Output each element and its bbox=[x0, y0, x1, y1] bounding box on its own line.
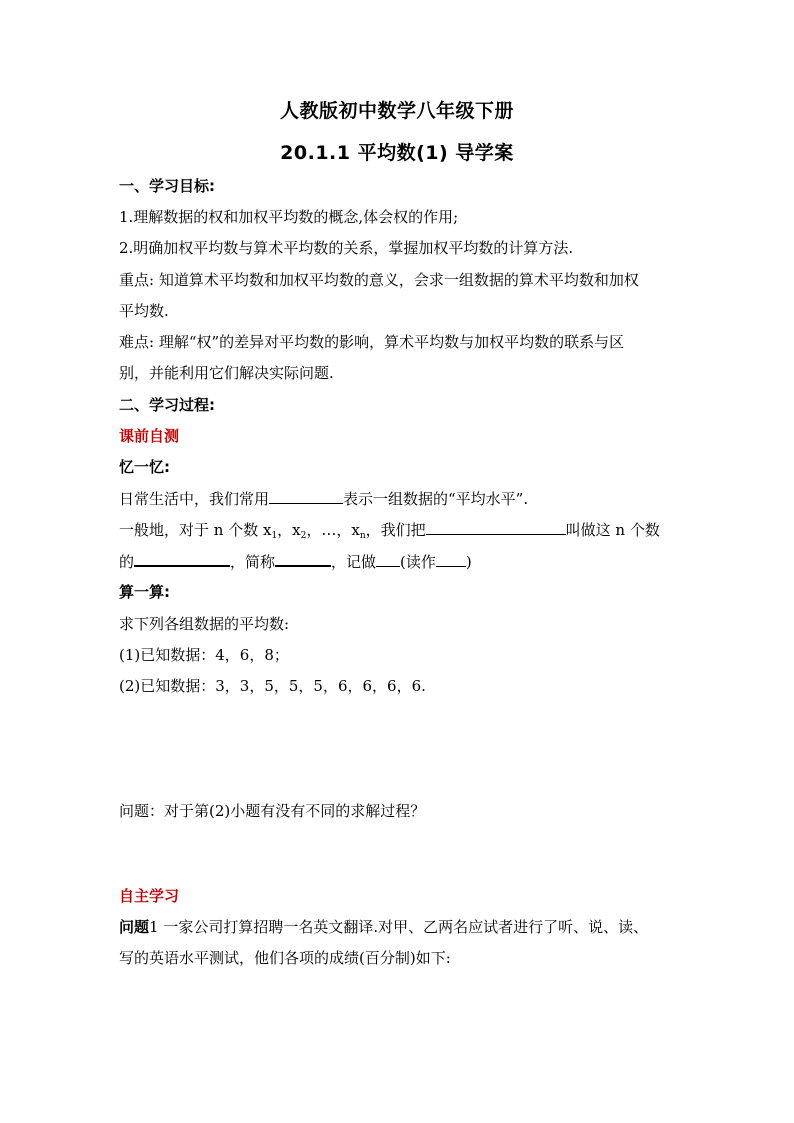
question-line: 问题：对于第(2)小题有没有不同的求解过程？ bbox=[119, 802, 426, 820]
recall-line3-text-d: (读作 bbox=[400, 553, 436, 571]
recall-line3 bbox=[119, 551, 689, 572]
pretest-heading: 课前自测 bbox=[119, 427, 180, 445]
calc-item-1: (1)已知数据：4，6，8； bbox=[119, 646, 289, 664]
recall-line2 bbox=[119, 520, 689, 546]
problem1-line2: 写的英语水平测试，他们各项的成绩(百分制)如下: bbox=[119, 949, 451, 967]
recall-line2-text-d: ，我们把 bbox=[365, 521, 426, 539]
blank-reading[interactable] bbox=[436, 552, 466, 567]
recall-line3-text-b: ，简称 bbox=[230, 553, 276, 571]
recall-line1-text-b: 表示一组数据的“平均水平”. bbox=[343, 490, 529, 508]
blank-notation[interactable] bbox=[376, 552, 400, 567]
recall-line1 bbox=[119, 489, 689, 509]
section2-heading: 二、学习过程: bbox=[119, 396, 215, 414]
recall-line2-text-a: 一般地，对于 n 个数 x bbox=[119, 521, 272, 539]
sub-n: n bbox=[359, 531, 366, 541]
recall-line1-text-a: 日常生活中，我们常用 bbox=[119, 490, 270, 508]
key-point-line1: 重点: 知道算术平均数和加权平均数的意义，会求一组数据的算术平均数和加权 bbox=[119, 271, 639, 289]
calc-item-2: (2)已知数据：3，3，5，5，5，6，6，6，6. bbox=[119, 677, 426, 695]
recall-line2-text-b: ，x bbox=[277, 521, 301, 539]
recall-line2-text-e: 叫做这 n 个数 bbox=[565, 521, 660, 539]
calc-heading: 算一算: bbox=[119, 583, 170, 601]
goal-2: 2.明确加权平均数与算术平均数的关系，掌握加权平均数的计算方法. bbox=[119, 239, 574, 257]
difficulty-line2: 别，并能利用它们解决实际问题. bbox=[119, 364, 334, 382]
problem1-label: 问题 bbox=[119, 918, 150, 936]
recall-line3-text-a: 的 bbox=[119, 553, 135, 571]
sub-1: 1 bbox=[271, 531, 278, 541]
goal-1: 1.理解数据的权和加权平均数的概念,体会权的作用; bbox=[119, 208, 459, 226]
blank-short-name[interactable] bbox=[275, 551, 331, 567]
self-study-heading: 自主学习 bbox=[119, 887, 180, 905]
section1-heading: 一、学习目标: bbox=[119, 177, 215, 195]
recall-line3-text-e: ) bbox=[465, 553, 472, 571]
doc-subtitle: 20.1.1 平均数(1) 导学案 bbox=[280, 142, 514, 164]
calc-intro: 求下列各组数据的平均数: bbox=[119, 615, 290, 633]
recall-heading: 忆一忆: bbox=[119, 458, 170, 476]
recall-line2-text-c: ，…，x bbox=[306, 521, 360, 539]
blank-formula[interactable] bbox=[426, 520, 566, 535]
key-point-line2: 平均数. bbox=[119, 302, 169, 320]
difficulty-line1: 难点: 理解“权”的差异对平均数的影响，算术平均数与加权平均数的联系与区 bbox=[119, 333, 625, 351]
blank-full-name[interactable] bbox=[134, 551, 230, 567]
recall-line3-text-c: ，记做 bbox=[331, 553, 377, 571]
doc-title: 人教版初中数学八年级下册 bbox=[279, 100, 514, 122]
problem1-text: 1 一家公司打算招聘一名英文翻译.对甲、乙两名应试者进行了听、说、读、 bbox=[149, 918, 649, 936]
problem1-line1 bbox=[119, 917, 689, 937]
blank-average-term[interactable] bbox=[269, 489, 343, 504]
sub-2: 2 bbox=[300, 531, 307, 541]
